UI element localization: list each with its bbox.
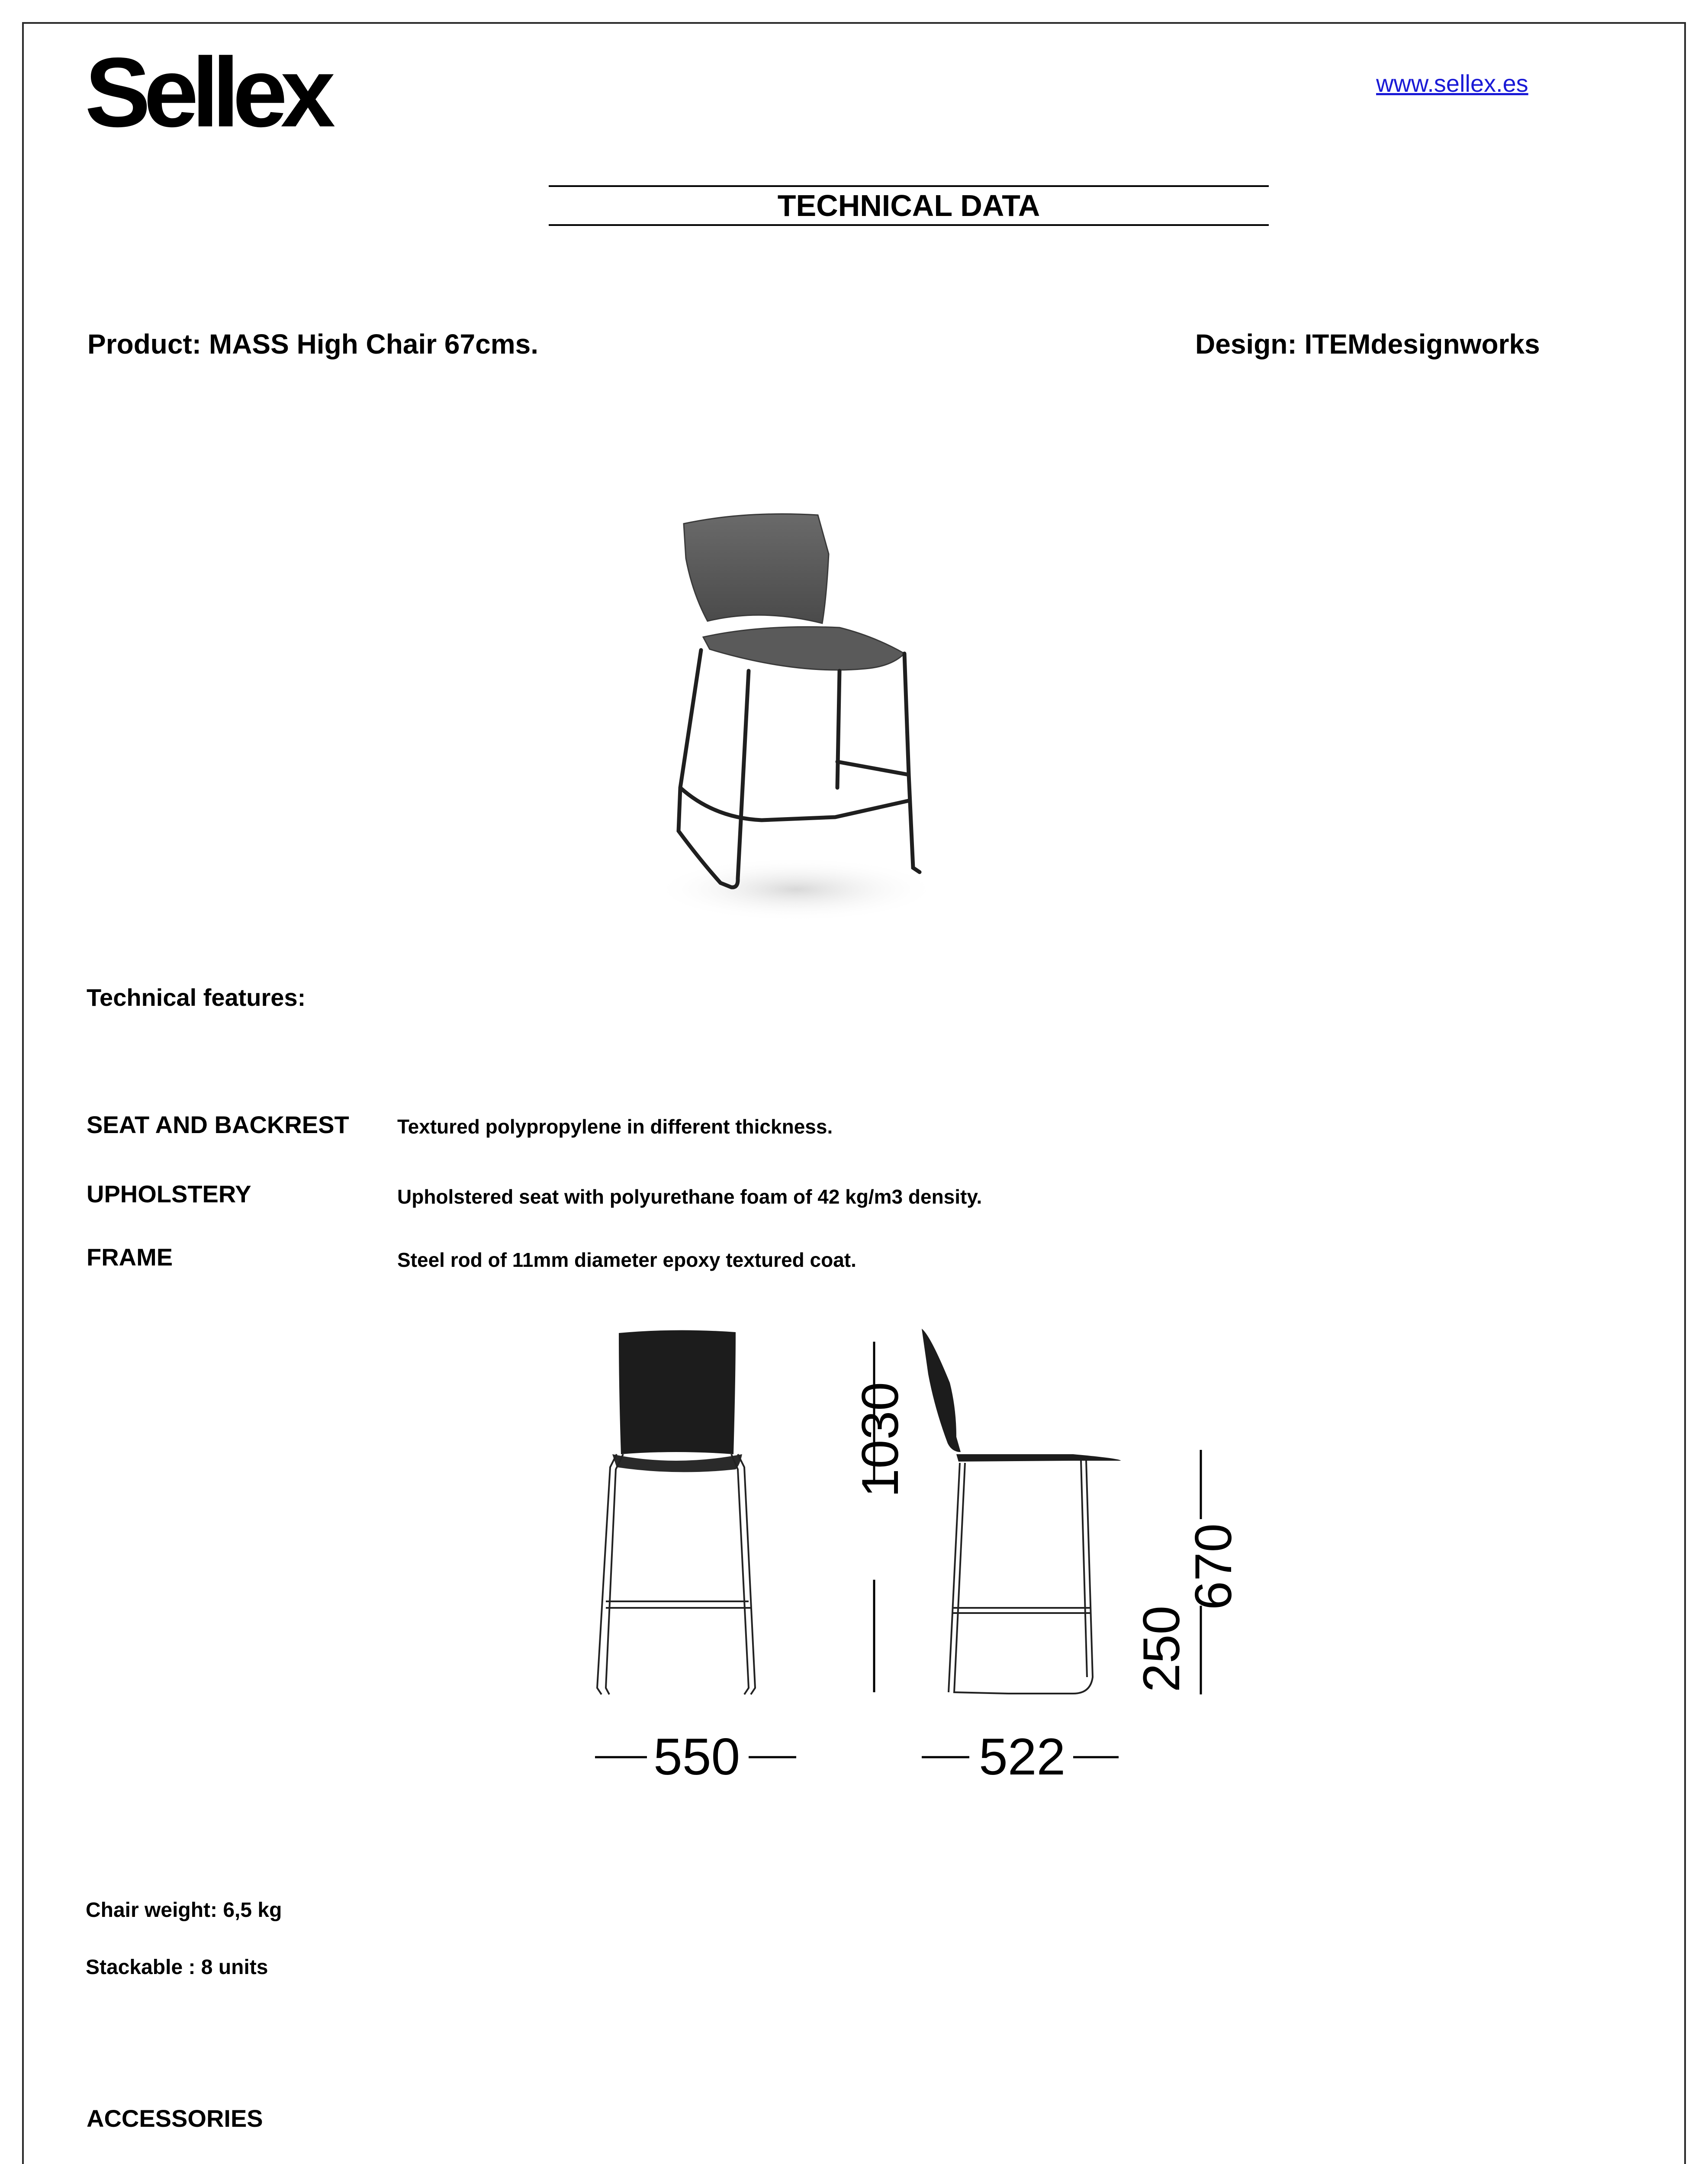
- feature-label-upholstery: UPHOLSTERY: [87, 1180, 251, 1208]
- dimension-height-label: 1030: [851, 1382, 909, 1497]
- feature-value-seat-backrest: Textured polypropylene in different thickness.: [397, 1115, 833, 1138]
- title-block: [549, 185, 1269, 226]
- designer-name: Design: ITEMdesignworks: [1195, 328, 1540, 360]
- website-link[interactable]: www.sellex.es: [1376, 70, 1528, 97]
- sellex-logo: Sellex: [85, 38, 329, 148]
- product-name: Product: MASS High Chair 67cms.: [87, 328, 538, 360]
- accessories-heading: ACCESSORIES: [87, 2105, 263, 2132]
- dimension-seat-height-label: 670: [1184, 1523, 1242, 1610]
- dimension-width-label: 550: [653, 1728, 740, 1786]
- feature-value-upholstery: Upholstered seat with polyurethane foam of 42 kg/m3 density.: [397, 1185, 982, 1208]
- chair-weight: Chair weight: 6,5 kg: [86, 1899, 282, 1922]
- feature-value-frame: Steel rod of 11mm diameter epoxy textured coat.: [397, 1249, 856, 1271]
- page-title: TECHNICAL DATA: [777, 189, 1040, 222]
- chair-photo: [632, 498, 961, 935]
- column-number-holder-icon: [558, 2160, 701, 2164]
- technical-features-heading: Technical features:: [87, 984, 306, 1011]
- feature-label-seat-backrest: SEAT AND BACKREST: [87, 1111, 349, 1138]
- dimension-depth-label: 522: [979, 1728, 1066, 1786]
- dimension-footrest-height-label: 250: [1132, 1605, 1190, 1692]
- stackable-units: Stackable : 8 units: [86, 1956, 268, 1979]
- feature-label-frame: FRAME: [87, 1243, 173, 1271]
